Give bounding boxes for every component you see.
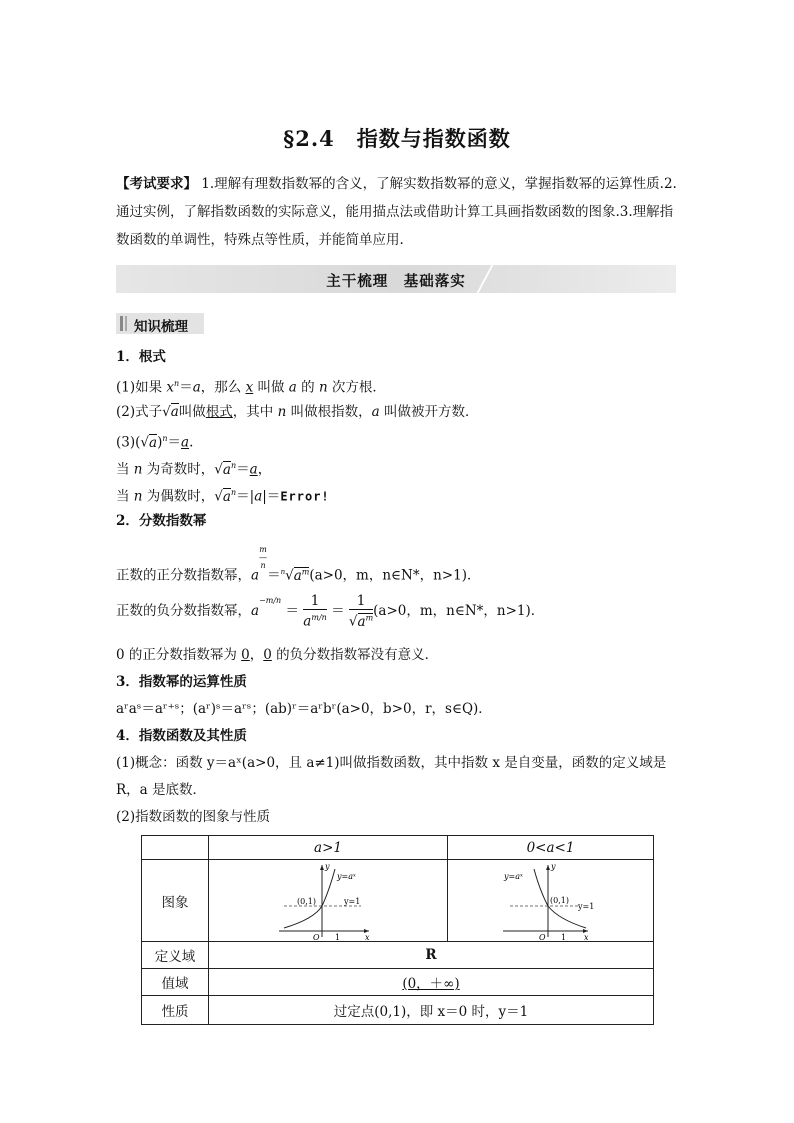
range-value: (0，＋∞): [209, 969, 654, 996]
row-label-domain: 定义域: [142, 942, 209, 969]
label-curve: y=aˣ: [337, 871, 356, 881]
label-line: y=1: [578, 901, 595, 911]
label-origin: O: [539, 932, 546, 941]
label-one: 1: [335, 932, 341, 941]
graph-increasing: [209, 860, 448, 942]
negative-fractional-power: 正数的负分数指数幂，$a^{-m/n}$ ＝ $\frac{1}{a^{m/n}}$ ＝ $\frac{1}{√a^m}$ (a>0，m，n∈N*，n>1)．: [116, 593, 545, 630]
properties-table: [141, 835, 654, 1025]
requirements-text: 1.理解有理数指数幂的含义，了解实数指数幂的意义，掌握指数幂的运算性质.2.通过实例，了解指数函数的实际意义，能用描点法或借助计算工具画指数函数的图象.3.理解指数函数的单调性，特殊点等性质，并能简单应用.: [116, 176, 677, 248]
label-one: 1: [561, 932, 567, 941]
power-rules: aʳaˢ＝aʳ⁺ˢ；(aʳ)ˢ＝aʳˢ；(ab)ʳ＝aʳbʳ(a>0，b>0，r，s∈Q)．: [116, 701, 492, 717]
label-curve: y=aˣ: [504, 871, 523, 881]
domain-value: R: [209, 942, 654, 969]
concept-line-3: (2)指数函数的图象与性质: [116, 809, 271, 825]
radical-line-3: $(3)(√a)^n=a$.: [116, 434, 194, 451]
label-x: x: [365, 932, 370, 941]
graph-increasing-svg: [209, 861, 447, 941]
label-point: (0,1): [297, 896, 316, 906]
property-value: 过定点(0,1)，即 x＝0 时，y＝1: [209, 996, 654, 1025]
heading-fractional-exponents: 2．分数指数幂: [116, 513, 207, 529]
positive-fractional-power: 正数的正分数指数幂，$a^{m — n}=^n√a^m(a>0$，m，n∈N*，n>1)．: [116, 545, 481, 584]
radical-line-4: 当 n 为奇数时，$√a^n=a$，: [116, 461, 272, 478]
graph-decreasing-svg: [448, 861, 653, 941]
section-tag: [116, 313, 204, 334]
radical-line-1: (1)如果 $x^n=a$，那么 x 叫做 a 的 n 次方根．: [116, 379, 386, 396]
page-title: §2.4 指数与指数函数: [283, 126, 511, 151]
header-a-gt-1: a>1: [209, 836, 448, 860]
section-tag-label: 知识梳理: [134, 319, 188, 335]
label-origin: O: [313, 932, 320, 941]
concept-line-2: R，a 是底数．: [116, 782, 207, 798]
label-y: y: [551, 861, 556, 871]
concept-line-1: (1)概念：函数 y＝aˣ(a>0，且 a≠1)叫做指数函数，其中指数 x 是自变量，函数的定义域是: [116, 755, 667, 771]
banner-title: 主干梳理 基础落实: [326, 273, 466, 290]
header-a-lt-1: 0<a<1: [448, 836, 654, 860]
zero-fractional-power: 0 的正分数指数幂为 0，0 的负分数指数幂没有意义．: [116, 647, 439, 663]
row-label-range: 值域: [142, 969, 209, 996]
graph-decreasing: [448, 860, 654, 942]
label-point: (0,1): [550, 895, 569, 905]
radical-sign: √: [162, 404, 171, 420]
section-banner: [116, 265, 676, 293]
requirements-tag: 【考试要求】: [116, 176, 197, 192]
heading-exponential-function: 4．指数函数及其性质: [116, 728, 247, 744]
row-label-graph: 图象: [142, 860, 209, 942]
radical-line-2: (2)式子√a叫做根式，其中 n 叫做根指数，a 叫做被开方数．: [116, 404, 479, 420]
heading-power-rules: 3．指数幂的运算性质: [116, 674, 247, 690]
radical-line-5: 当 n 为偶数时，$√a^n=|a|=Error$!: [116, 488, 330, 505]
label-x: x: [584, 932, 589, 941]
label-y: y: [325, 861, 330, 871]
exam-requirements: [116, 170, 678, 254]
row-label-property: 性质: [142, 996, 209, 1025]
heading-radicals: 1．根式: [116, 349, 166, 365]
label-line: y=1: [344, 896, 361, 906]
